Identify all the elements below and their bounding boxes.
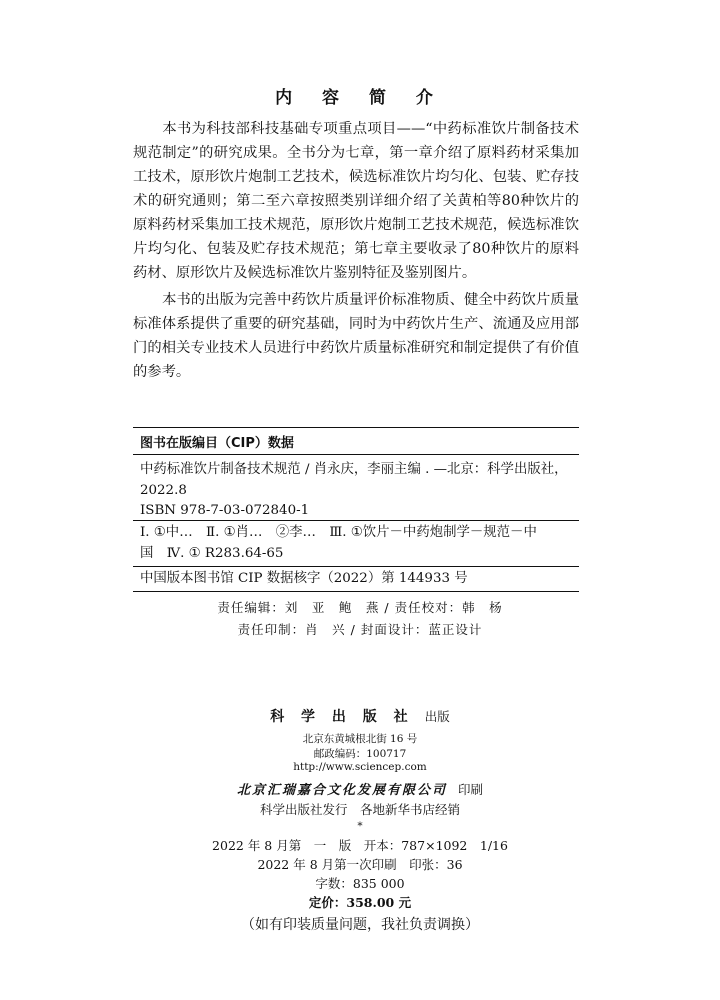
publisher-name: 科 学 出 版 社 (270, 709, 414, 725)
cip-top-rule (133, 427, 579, 428)
intro-paragraph-2 (133, 288, 579, 384)
publisher-suffix: 出版 (424, 709, 450, 724)
cip-title-line: 中药标准饮片制备技术规范 / 肖永庆，李丽主编 . —北京：科学出版社， (140, 462, 568, 477)
printing-line: 2022 年 8 月第一次印刷 印张：36 (257, 857, 463, 872)
cip-verify: 中国版本图书馆 CIP 数据核字（2022）第 144933 号 (140, 571, 468, 586)
cip-bottom-rule (133, 591, 579, 592)
quality-notice: （如有印装质量问题，我社负责调换） (241, 917, 479, 933)
publisher-address: 北京东黄城根北街 16 号 (302, 733, 418, 745)
publisher-url: http://www.sciencep.com (293, 761, 427, 773)
publisher-postcode: 邮政编码：100717 (313, 748, 407, 760)
cip-heading: 图书在版编目（CIP）数据 (140, 436, 294, 451)
cip-classification-1: Ⅰ. ①中… Ⅱ. ①肖… ②李… Ⅲ. ①饮片－中药炮制学－规范－中 (140, 525, 537, 540)
cip-classification-2: 国 Ⅳ. ① R283.64-65 (140, 546, 284, 561)
wordcount-line: 字数：835 000 (315, 876, 405, 891)
printer-name: 北京汇瑞嘉合文化发展有限公司 (236, 783, 447, 798)
cip-class-rule (133, 566, 579, 567)
intro-paragraph-2-text: 本书的出版为完善中药饮片质量评价标准物质、健全中药饮片质量标准体系提供了重要的研究基础，同时为中药饮片生产、流通及应用部门的相关专业技术人员进行中药饮片质量标准研究和制定提供了有价值的参考。 (133, 292, 579, 380)
cip-heading-rule (133, 454, 579, 455)
publisher-line (0, 706, 720, 726)
credits-production: 责任印制：肖 兴 / 封面设计：蓝正设计 (237, 622, 483, 637)
cip-isbn: ISBN 978-7-03-072840-1 (140, 503, 310, 518)
distribution-line: 科学出版社发行 各地新华书店经销 (259, 802, 460, 817)
price-line: 定价：358.00 元 (308, 895, 412, 910)
credits-editors: 责任编辑：刘 亚 鲍 燕 / 责任校对：韩 杨 (217, 600, 503, 615)
printer-suffix: 印刷 (458, 782, 484, 797)
cip-date-line: 2022.8 (140, 483, 187, 498)
separator-star: * (357, 820, 363, 832)
cip-isbn-rule (133, 520, 579, 521)
intro-paragraph-1-text: 本书为科技部科技基础专项重点项目——“中药标准饮片制备技术规范制定”的研究成果。全书分为七章，第一章介绍了原料药材采集加工技术，原形饮片炮制工艺技术，候选标准饮片均匀化、包装、贮存技术的研究通则；第二至六章按照类别详细介绍了关黄柏等80种饮片的原料药材采集加工技术规范，原形饮片炮制工艺技术规范，候选标准饮片均匀化、包装及贮存技术规范；第七章主要收录了80种饮片的原料药材、原形饮片及候选标准饮片鉴别特征及鉴别图片。 (133, 121, 579, 281)
edition-line: 2022 年 8 月第 一 版 开本：787×1092 1/16 (212, 838, 508, 853)
intro-paragraph-1 (133, 117, 579, 285)
page-title: 内 容 简 介 (275, 88, 445, 108)
printer-line (0, 779, 720, 798)
